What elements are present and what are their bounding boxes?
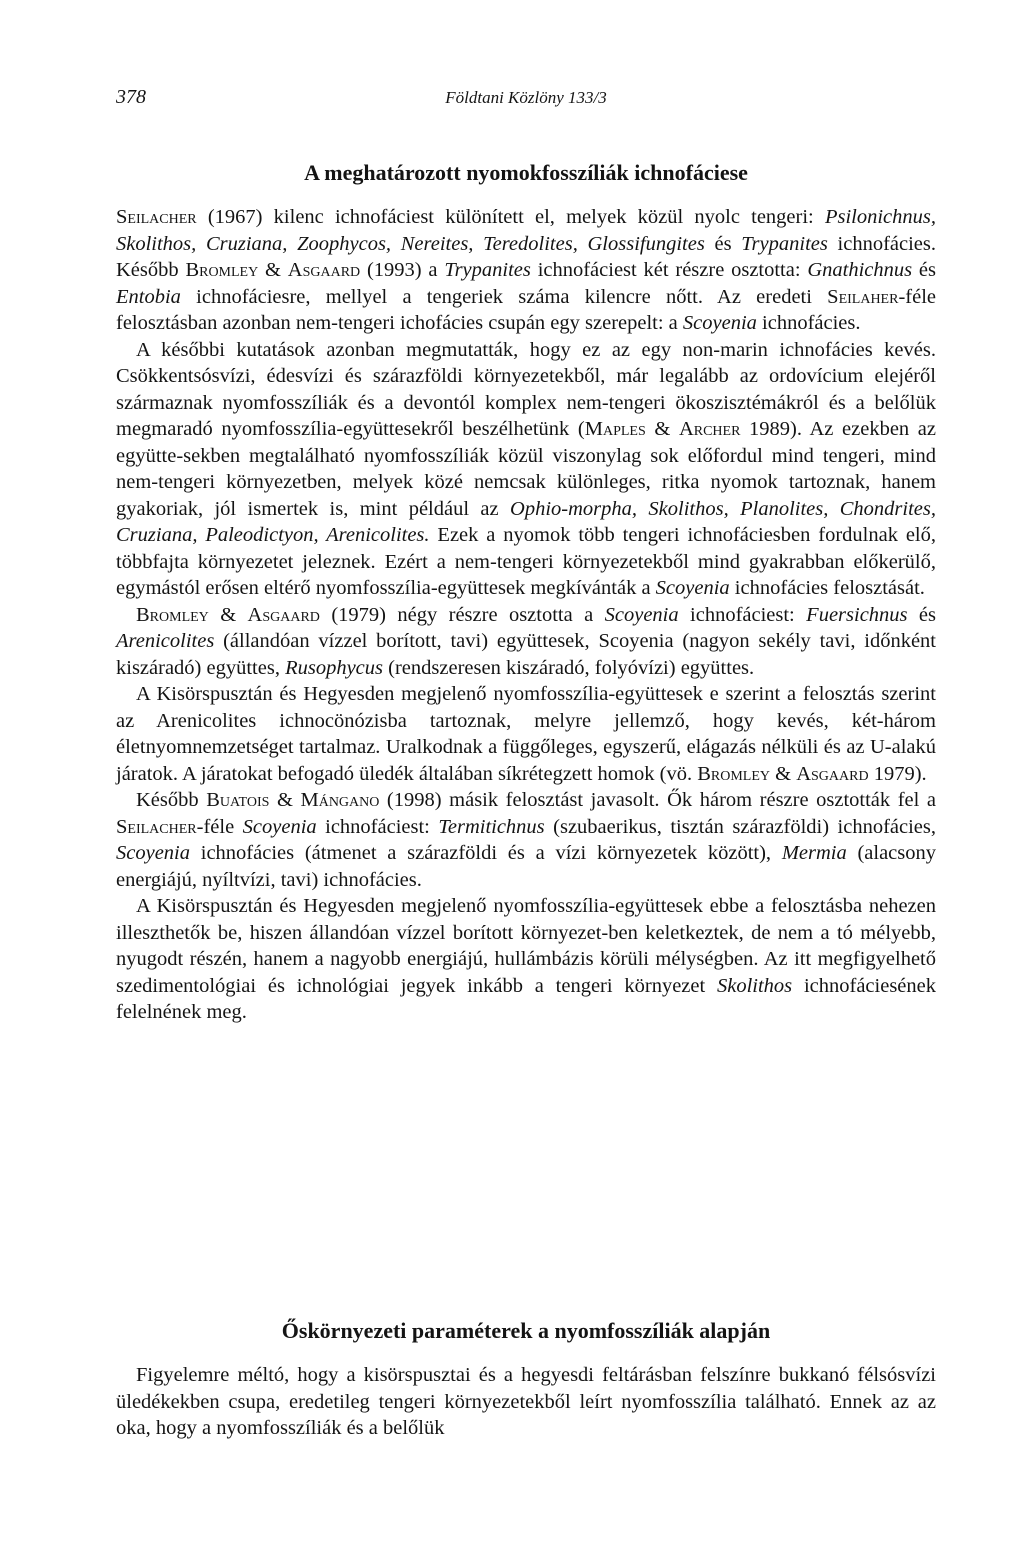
paragraph-3: Bromley & Asgaard (1979) négy részre osztotta a Scoyenia ichnofáciest: Fuersichnus és Arenicolites (állandóan vízzel borított, tavi) együttesek, Scoyenia (nagyon sekély tavi, időnként kiszáradó) együttes, Rusophycus (rendszeresen kiszáradó, folyóvízi) együttes. bbox=[116, 603, 937, 679]
taxon-name: Mermia bbox=[781, 842, 847, 864]
taxon-name: Arenicolites bbox=[116, 630, 215, 652]
taxon-name: Scoyenia bbox=[604, 603, 679, 626]
taxon-name: Scoyenia bbox=[242, 815, 317, 838]
author-name: Seilacher bbox=[116, 815, 197, 838]
paragraph-5: Később Buatois & Mángano (1998) másik felosztást javasolt. Ők három részre osztották fel a Seilacher-féle Scoyenia ichnofáciest: Termitichnus (szubaerikus, tisztán szárazföldi) ichnofácies, Scoyenia ichnofácies (átmenet a szárazföldi és a vízi környezetek között), Mermia (alacsony energiájú, nyíltvízi, tavi) ichnofácies. bbox=[116, 789, 937, 891]
author-name: Asgaard bbox=[796, 762, 869, 785]
taxon-list: Ophio-morpha, Skolithos, Planolites, Chondrites, Cruziana, Paleodictyon, Arenicolites. bbox=[116, 497, 936, 546]
section-body-palaeoenvironment bbox=[116, 1362, 936, 1442]
taxon-name: Entobia bbox=[116, 285, 181, 308]
author-name: Maples bbox=[584, 418, 646, 440]
author-name: Bromley bbox=[136, 603, 209, 626]
author-name: Asgaard bbox=[247, 603, 320, 626]
author-name: Seilacher bbox=[116, 206, 197, 228]
taxon-name: Trypanites bbox=[741, 232, 828, 255]
taxon-name: Scoyenia bbox=[655, 577, 730, 599]
taxon-name: Skolithos bbox=[717, 974, 793, 997]
taxon-name: Fuersichnus bbox=[806, 603, 908, 626]
section-heading-palaeoenvironment: Őskörnyezeti paraméterek a nyomfosszíliák alapján bbox=[281, 1318, 771, 1343]
taxon-name: Rusophycus bbox=[285, 656, 384, 679]
taxon-name: Termitichnus bbox=[438, 815, 545, 838]
journal-title: Földtani Közlöny 133/3 bbox=[445, 88, 607, 107]
section-body-ichnofacies bbox=[116, 204, 936, 1026]
paragraph-6: A Kisörspusztán és Hegyesden megjelenő nyomfosszília-együttesek ebbe a felosztásba nehezen illeszthetők be, hiszen állandóan vízzel borított környezet-ben keletkeztek, de nem a tó mélyebb, nyugodt részén, hanem a nagyobb energiájú, hullámbázis körüli mélységben. Az itt megfigyelhető szedimentológiai és ichnológiai jegyek inkább a tengeri környezet Skolithos ichnofáciesének felelnének meg. bbox=[116, 895, 937, 1023]
author-name: Seilaher bbox=[827, 285, 899, 308]
taxon-name: Scoyenia bbox=[116, 842, 190, 864]
taxon-name: Scoyenia bbox=[682, 312, 757, 334]
author-name: Bromley bbox=[185, 259, 259, 281]
paragraph-7: Figyelemre méltó, hogy a kisörspusztai és a hegyesdi feltárásban felszínre bukkanó félsósvízi üledékekben csupa, eredetileg tengeri környezetekből leírt nyomfosszília található. Ennek az az oka, hogy a nyomfosszíliák és a belőlük bbox=[116, 1364, 936, 1439]
page-number: 378 bbox=[116, 86, 146, 108]
paragraph-1: Seilacher (1967) kilenc ichnofáciest különített el, melyek közül nyolc tengeri: Psilonichnus, Skolithos, Cruziana, Zoophycos, Nereites, Teredolites, Glossifungites és Trypanites ichnofácies. Később Bromley & Asgaard (1993) a Trypanites ichnofáciest két részre osztotta: Gnathichnus és Entobia ichnofáciesre, mellyel a tengeriek száma kilencre nőtt. Az eredeti Seilaher-féle felosztásban azonban nem-tengeri ichofácies csupán egy szerepelt: a Scoyenia ichnofácies. bbox=[116, 206, 937, 334]
taxon-name: Gnathichnus bbox=[807, 259, 913, 281]
paragraph-4: A Kisörspusztán és Hegyesden megjelenő nyomfosszília-együttesek e szerint a felosztás szerint az Arenicolites ichnocönózisba tartoznak, melyre jellemző, hogy kevés, két-három életnyomnemzetséget tartalmaz. Uralkodnak a függőleges, egyszerű, elágazás nélküli és az U-alakú járatok. A járatokat befogadó üledék általában síkrétegzett homok (vö. Bromley & Asgaard 1979). bbox=[116, 683, 936, 785]
taxon-name: Trypanites bbox=[444, 259, 531, 281]
author-name: Asgaard bbox=[287, 259, 361, 281]
taxon-list: Psilonichnus, Skolithos, Cruziana, Zoophycos, Nereites, Teredolites, Glossifungites bbox=[116, 206, 936, 255]
author-name: Archer bbox=[678, 418, 741, 440]
author-name: Mángano bbox=[300, 789, 380, 811]
author-name: Bromley bbox=[697, 762, 770, 785]
paragraph-2: A későbbi kutatások azonban megmutatták, hogy ez az egy non-marin ichnofácies kevés. Csökkentsósvízi, édesvízi és szárazföldi környezetekből, már legalább az ordovícium elejéről származnak nyomfosszíliák és a devontól komplex nem-tengeri ökoszisztémákról és a belőlük megmaradó nyomfosszília-együttesekről beszélhetünk (Maples & Archer 1989). Az ezekben az együtte-sekben megtalálható nyomfosszíliák közül viszonylag sok előfordul mind tengeri, mind nem-tengeri környezetben, melyek közé nemcsak különleges, ritka nyomok tartoznak, hanem gyakoriak, jól ismertek is, mint például az Ophio-morpha, Skolithos, Planolites, Chondrites, Cruziana, Paleodictyon, Arenicolites. Ezek a nyomok több tengeri ichnofáciesben fordulnak elő, többfajta környezetet jeleznek. Ezért a nem-tengeri környezetekből mind gyakrabban előkerülő, egymástól erősen eltérő nyomfosszília-együttesek megkívánták a Scoyenia ichnofácies felosztását. bbox=[116, 338, 937, 599]
section-heading-ichnofacies: A meghatározott nyomokfosszíliák ichnofáciese bbox=[304, 160, 748, 185]
author-name: Buatois bbox=[206, 789, 270, 811]
running-header bbox=[116, 86, 936, 116]
